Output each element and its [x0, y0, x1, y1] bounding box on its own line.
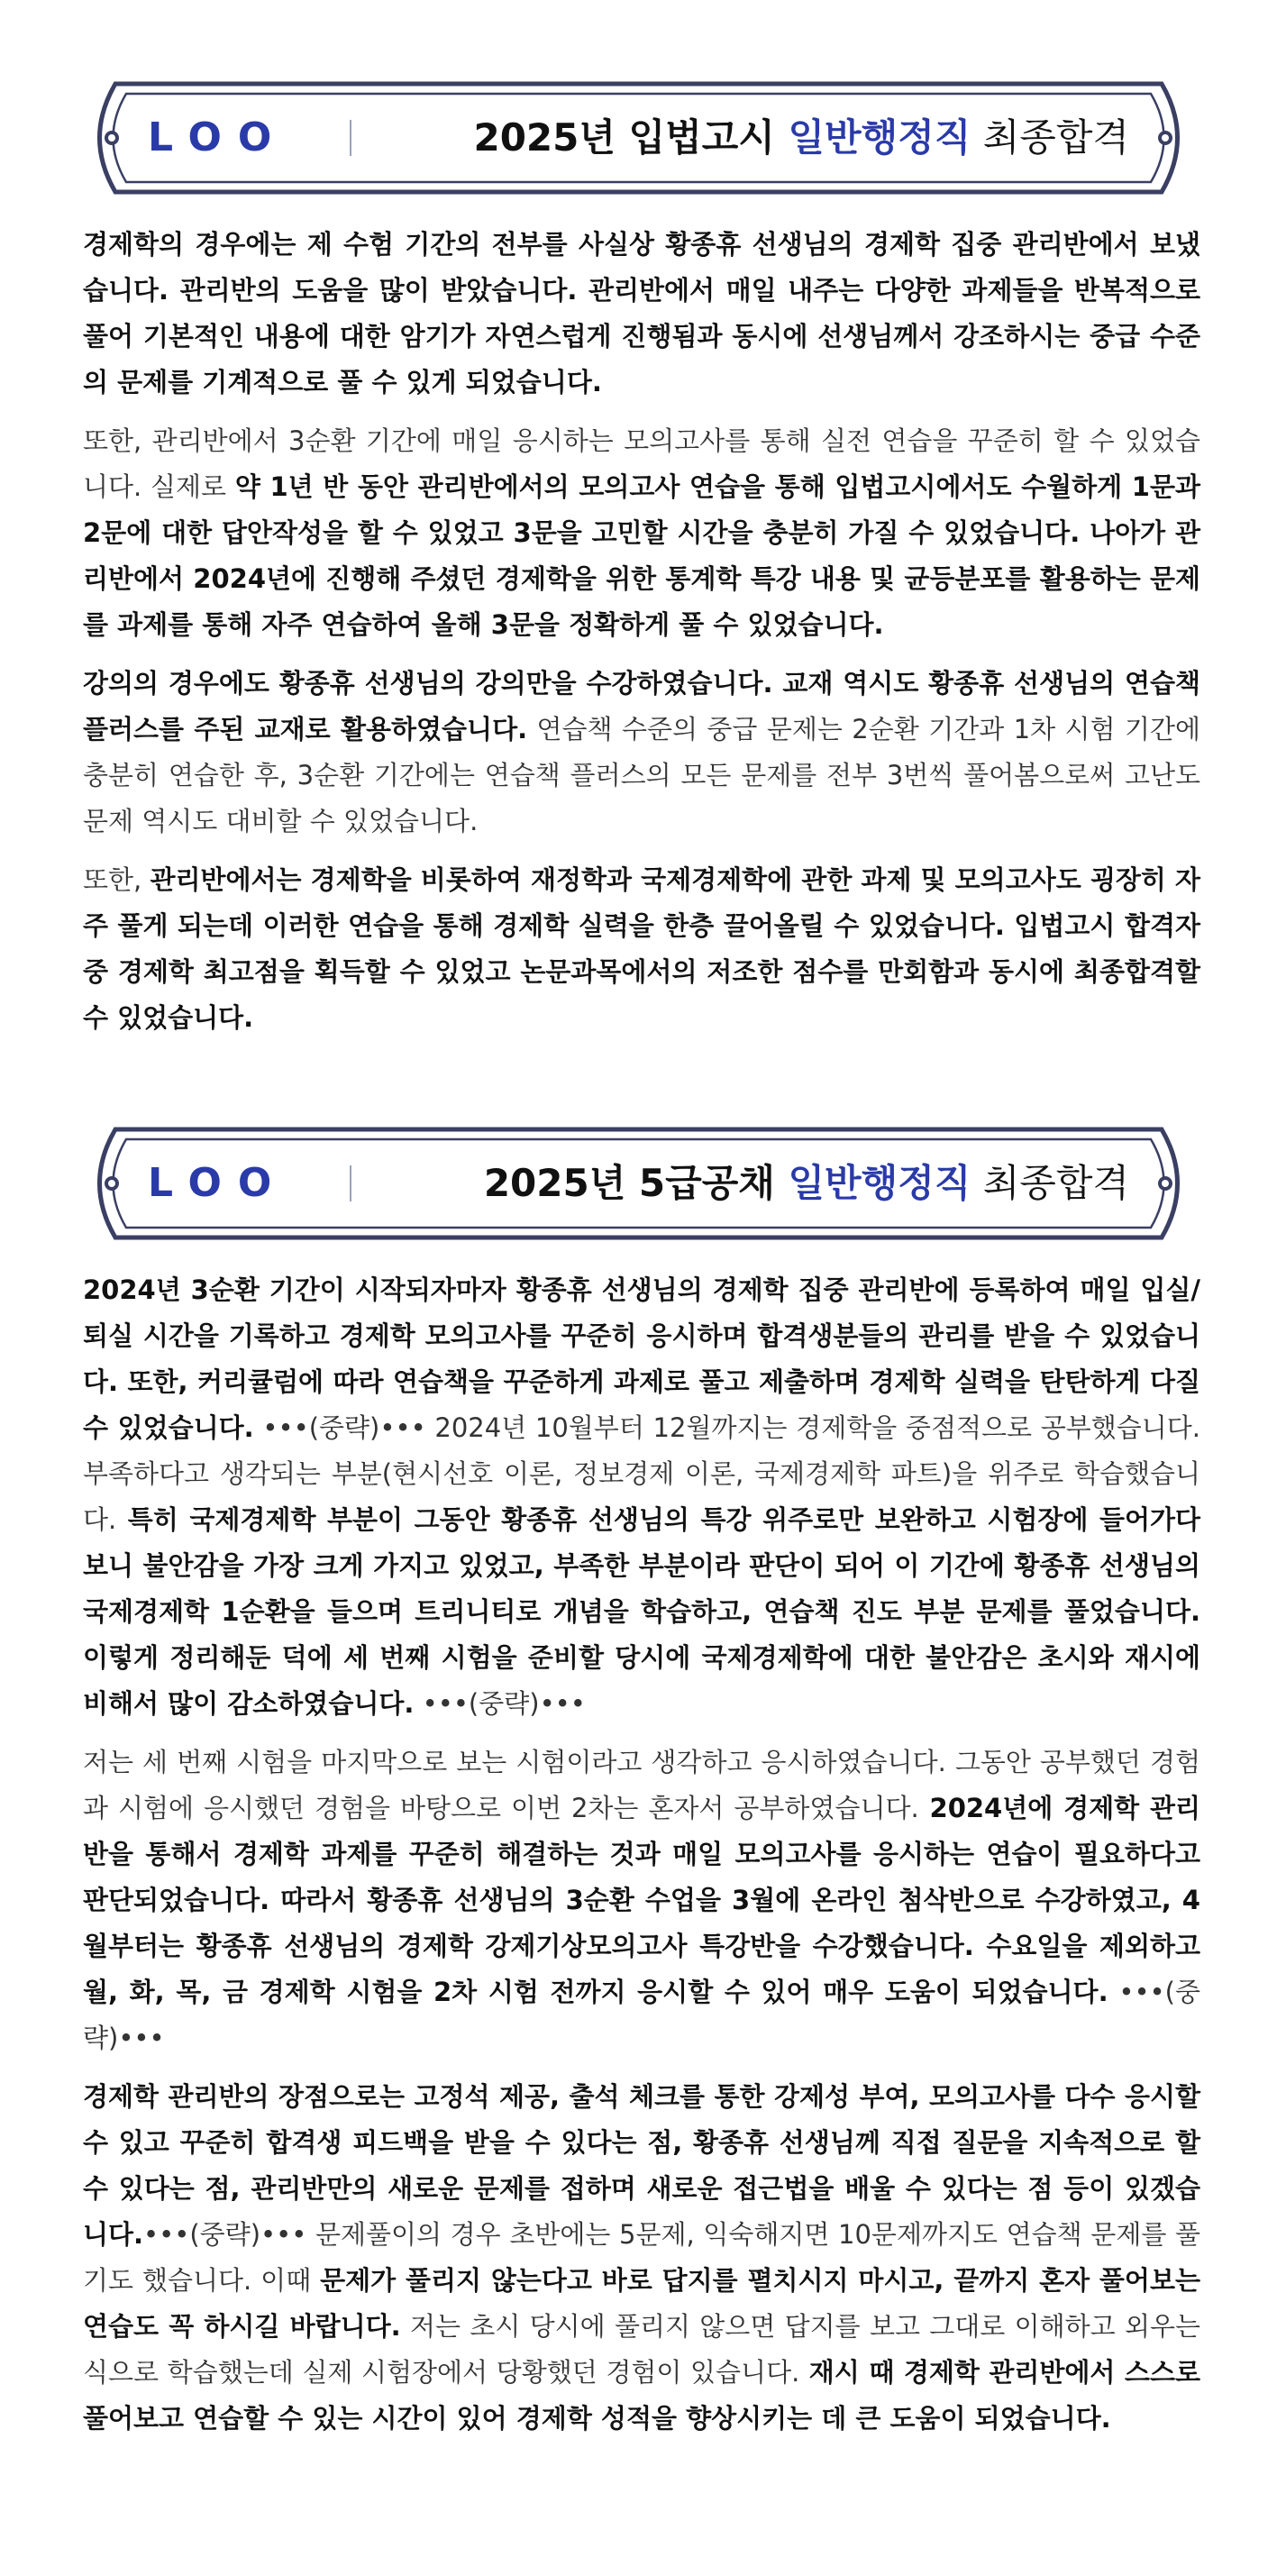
- title-accent: 일반행정직: [788, 1161, 971, 1205]
- text-run: 문제가 풀리지 않는다고 바로 답지를 펼치시지 마시고, 끝까지 혼자 풀어보는 연습도 꼭 하시길 바랍니다.: [83, 2265, 1200, 2342]
- banner-ornament-right-icon: [1158, 1176, 1172, 1191]
- title-year: 2025년 입법고시: [473, 115, 789, 160]
- section2-banner: [79, 1125, 1198, 1242]
- title-year: 2025년 5급공채: [483, 1161, 789, 1205]
- text-run: 저는 초시 당시에 풀리지 않으면 답지를 보고 그대로 이해하고 외우는 식으로 학습했는데 실제 시험장에서 당황했던 경험이 있습니다.: [83, 2311, 1200, 2388]
- text-run: 또한, 관리반에서 3순환 기간에 매일 응시하는 모의고사를 통해 실전 연습을 꾸준히 할 수 있었습니다. 실제로: [83, 425, 1200, 502]
- text-run: 2024년 3순환 기간이 시작되자마자 황종휴 선생님의 경제학 집중 관리반에 등록하여 매일 입실/퇴실 시간을 기록하고 경제학 모의고사를 꾸준히 응시하며 합격생분들의 관리를 받을 수 있었습니다. 또한, 커리큘럼에 따라 연습책을 꾸준하게 과제로 풀고 제출하며 경제학 실력을 탄탄하게 다질 수 있었습니다.: [83, 1274, 1200, 1443]
- section1-banner: [79, 79, 1198, 196]
- text-run: 2024년에 경제학 관리반을 통해서 경제학 과제를 꾸준히 해결하는 것과 매일 모의고사를 응시하는 연습이 필요하다고 판단되었습니다. 따라서 황종휴 선생님의 3순환 수업을 3월에 온라인 첨삭반으로 수강하였고, 4월부터는 황종휴 선생님의 경제학 강제기상모의고사 특강반을 수강했습니다. 수요일을 제외하고 월, 화, 목, 금 경제학 시험을 2차 시험 전까지 응시할 수 있어 매우 도움이 되었습니다.: [83, 1793, 1200, 2007]
- text-run: •••(중략)•••: [414, 1688, 586, 1719]
- section1-body: [83, 222, 1200, 1054]
- title-tail: 최종합격: [971, 115, 1129, 160]
- text-run: 또한,: [83, 864, 151, 895]
- logo: LOO: [148, 1160, 288, 1206]
- body-paragraph: [83, 418, 1200, 648]
- text-run: 경제학 관리반의 장점으로는 고정석 제공, 출석 체크를 통한 강제성 부여, 모의고사를 다수 응시할 수 있고 꾸준히 합격생 피드백을 받을 수 있다는 점, 황종휴 선생님께 직접 질문을 지속적으로 할 수 있다는 점, 관리반만의 새로운 문제를 접하며 새로운 접근법을 배울 수 있다는 점 등이 있겠습니다.: [83, 2081, 1200, 2250]
- text-run: •••(중략)••• 문제풀이의 경우 초반에는 5문제, 익숙해지면 10문제까지도 연습책 문제를 풀기도 했습니다. 이때: [83, 2219, 1200, 2296]
- body-paragraph: [83, 222, 1200, 406]
- banner-ornament-left-icon: [105, 131, 119, 145]
- banner-ornament-right-icon: [1158, 131, 1172, 145]
- text-run: 연습책 수준의 중급 문제는 2순환 기간과 1차 시험 기간에 충분히 연습한 후, 3순환 기간에는 연습책 플러스의 모든 문제를 전부 3번씩 풀어봄으로써 고난도 문제 역시도 대비할 수 있었습니다.: [83, 714, 1200, 836]
- logo-divider: [350, 1165, 351, 1201]
- body-paragraph: [83, 1740, 1200, 2061]
- text-run: •••(중략)•••: [83, 1977, 1200, 2053]
- body-paragraph: [83, 661, 1200, 845]
- title-accent: 일반행정직: [788, 115, 971, 160]
- text-run: 저는 세 번째 시험을 마지막으로 보는 시험이라고 생각하고 응시하였습니다. 그동안 공부했던 경험과 시험에 응시했던 경험을 바탕으로 이번 2차는 혼자서 공부하였습니다.: [83, 1747, 1200, 1823]
- text-run: 약 1년 반 동안 관리반에서의 모의고사 연습을 통해 입법고시에서도 수월하게 1문과 2문에 대한 답안작성을 할 수 있었고 3문을 고민할 시간을 충분히 가질 수 있었습니다. 나아가 관리반에서 2024년에 진행해 주셨던 경제학을 위한 통계학 특강 내용 및 균등분포를 활용하는 문제를 과제를 통해 자주 연습하여 올해 3문을 정확하게 풀 수 있었습니다.: [83, 471, 1200, 640]
- section2-body: [83, 1267, 1200, 2454]
- text-run: •••(중략)••• 2024년 10월부터 12월까지는 경제학을 중점적으로 공부했습니다. 부족하다고 생각되는 부분(현시선호 이론, 정보경제 이론, 국제경제학 파트)을 위주로 학습했습니다.: [83, 1412, 1201, 1535]
- body-paragraph: [83, 857, 1200, 1041]
- body-paragraph: [83, 1267, 1200, 1727]
- logo: LOO: [148, 114, 288, 160]
- text-run: 경제학의 경우에는 제 수험 기간의 전부를 사실상 황종휴 선생님의 경제학 집중 관리반에서 보냈습니다. 관리반의 도움을 많이 받았습니다. 관리반에서 매일 내주는 다양한 과제들을 반복적으로 풀어 기본적인 내용에 대한 암기가 자연스럽게 진행됨과 동시에 선생님께서 강조하시는 중급 수준의 문제를 기계적으로 풀 수 있게 되었습니다.: [83, 229, 1200, 397]
- section1-title: [473, 79, 1129, 196]
- text-run: 강의의 경우에도 황종휴 선생님의 강의만을 수강하였습니다. 교재 역시도 황종휴 선생님의 연습책 플러스를 주된 교재로 활용하였습니다.: [83, 668, 1200, 744]
- banner-ornament-left-icon: [105, 1176, 119, 1191]
- logo-divider: [350, 120, 351, 156]
- title-tail: 최종합격: [971, 1161, 1129, 1205]
- text-run: 관리반에서는 경제학을 비롯하여 재정학과 국제경제학에 관한 과제 및 모의고사도 굉장히 자주 풀게 되는데 이러한 연습을 통해 경제학 실력을 한층 끌어올릴 수 있었습니다. 입법고시 합격자 중 경제학 최고점을 획득할 수 있었고 논문과목에서의 저조한 점수를 만회함과 동시에 최종합격할 수 있었습니다.: [83, 864, 1200, 1033]
- body-paragraph: [83, 2074, 1200, 2442]
- text-run: 특히 국제경제학 부분이 그동안 황종휴 선생님의 특강 위주로만 보완하고 시험장에 들어가다 보니 불안감을 가장 크게 가지고 있었고, 부족한 부분이라 판단이 되어 이 기간에 황종휴 선생님의 국제경제학 1순환을 들으며 트리니티로 개념을 학습하고, 연습책 진도 부분 문제를 풀었습니다. 이렇게 정리해둔 덕에 세 번째 시험을 준비할 당시에 국제경제학에 대한 불안감은 초시와 재시에 비해서 많이 감소하였습니다.: [83, 1504, 1200, 1719]
- text-run: 재시 때 경제학 관리반에서 스스로 풀어보고 연습할 수 있는 시간이 있어 경제학 성적을 향상시키는 데 큰 도움이 되었습니다.: [83, 2357, 1200, 2434]
- section2-title: [484, 1125, 1129, 1242]
